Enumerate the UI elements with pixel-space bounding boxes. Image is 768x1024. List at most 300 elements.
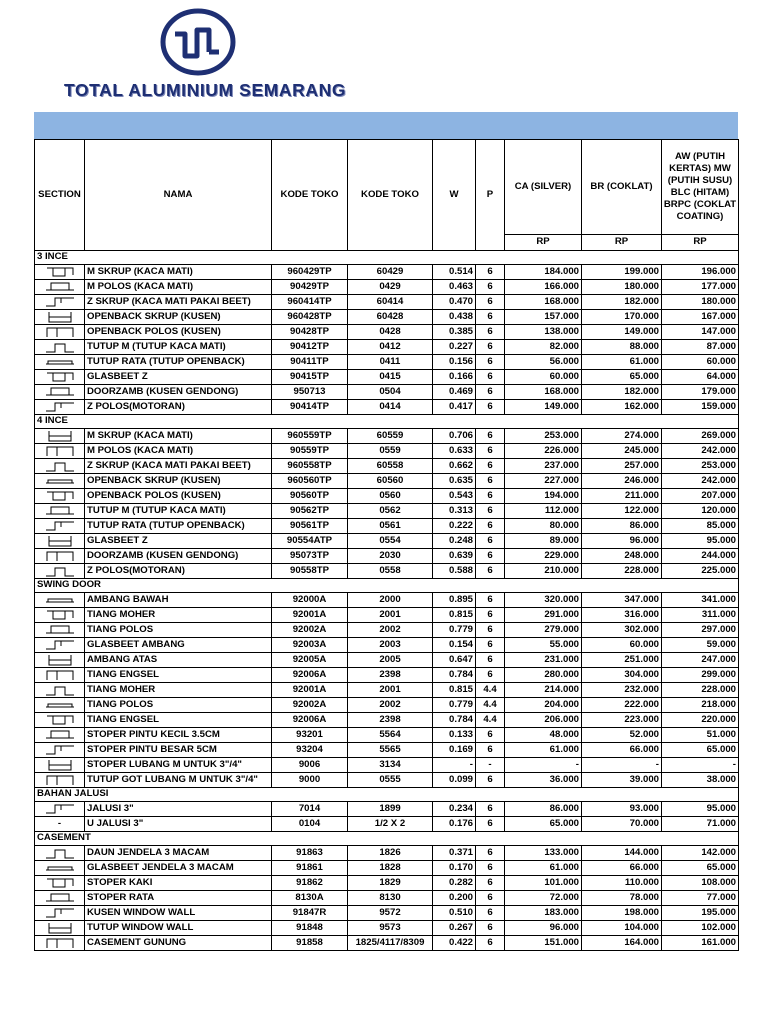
kode-toko-2: 2030 — [348, 549, 433, 564]
item-name: GLASBEET AMBANG — [85, 638, 272, 653]
price-aw: 65.000 — [662, 860, 739, 875]
weight: 0.662 — [433, 459, 476, 474]
profile-icon — [43, 773, 77, 787]
price-br: 96.000 — [582, 534, 662, 549]
section-title: CASEMENT — [35, 831, 739, 845]
price-ca: 204.000 — [505, 698, 582, 713]
length: 6 — [476, 355, 505, 370]
price-br: 61.000 — [582, 355, 662, 370]
price-br: - — [582, 758, 662, 773]
table-row — [35, 698, 739, 713]
profile-icon-cell — [35, 549, 85, 564]
header-kode-toko-2: KODE TOKO — [348, 140, 433, 251]
table-row — [35, 564, 739, 579]
table-row — [35, 817, 739, 832]
price-br: 228.000 — [582, 564, 662, 579]
profile-icon-cell — [35, 265, 85, 280]
kode-toko-1: 92002A — [272, 698, 348, 713]
profile-icon-cell — [35, 429, 85, 444]
kode-toko-1: 90411TP — [272, 355, 348, 370]
profile-icon-cell — [35, 875, 85, 890]
price-aw: 38.000 — [662, 773, 739, 788]
price-br: 257.000 — [582, 459, 662, 474]
item-name: Z POLOS(MOTORAN) — [85, 564, 272, 579]
price-br: 251.000 — [582, 653, 662, 668]
length: 6 — [476, 773, 505, 788]
profile-icon — [43, 698, 77, 712]
table-row — [35, 265, 739, 280]
item-name: STOPER PINTU BESAR 5CM — [85, 743, 272, 758]
price-ca: 60.000 — [505, 370, 582, 385]
item-name: CASEMENT GUNUNG — [85, 935, 272, 950]
kode-toko-2: 0415 — [348, 370, 433, 385]
header-aw: AW (PUTIH KERTAS) MW (PUTIH SUSU) BLC (HITAM) BRPC (COKLAT COATING) — [662, 140, 739, 235]
weight: 0.639 — [433, 549, 476, 564]
length: 6 — [476, 638, 505, 653]
weight: 0.815 — [433, 608, 476, 623]
item-name: TIANG POLOS — [85, 698, 272, 713]
profile-icon-cell — [35, 683, 85, 698]
profile-icon — [43, 489, 77, 503]
kode-toko-2: 0555 — [348, 773, 433, 788]
length: 6 — [476, 817, 505, 832]
price-ca: 168.000 — [505, 295, 582, 310]
table-row — [35, 860, 739, 875]
weight: 0.514 — [433, 265, 476, 280]
kode-toko-2: 0561 — [348, 519, 433, 534]
weight: 0.463 — [433, 280, 476, 295]
section-row — [35, 831, 739, 845]
item-name: OPENBACK POLOS (KUSEN) — [85, 325, 272, 340]
price-br: 347.000 — [582, 593, 662, 608]
price-br: 88.000 — [582, 340, 662, 355]
price-ca: 112.000 — [505, 504, 582, 519]
item-name: AMBANG BAWAH — [85, 593, 272, 608]
item-name: OPENBACK SKRUP (KUSEN) — [85, 310, 272, 325]
profile-icon-cell — [35, 355, 85, 370]
length: 6 — [476, 534, 505, 549]
profile-icon-cell — [35, 534, 85, 549]
profile-icon — [43, 846, 77, 860]
profile-icon-cell — [35, 623, 85, 638]
price-aw: 120.000 — [662, 504, 739, 519]
kode-toko-1: 91847R — [272, 905, 348, 920]
item-name: TUTUP GOT LUBANG M UNTUK 3"/4" — [85, 773, 272, 788]
price-aw: 244.000 — [662, 549, 739, 564]
kode-toko-1: 0104 — [272, 817, 348, 832]
length: 6 — [476, 429, 505, 444]
header-ca: CA (SILVER) — [505, 140, 582, 235]
kode-toko-1: 960428TP — [272, 310, 348, 325]
weight: 0.222 — [433, 519, 476, 534]
profile-icon — [43, 668, 77, 682]
item-name: GLASBEET JENDELA 3 MACAM — [85, 860, 272, 875]
kode-toko-2: 60414 — [348, 295, 433, 310]
length: 6 — [476, 474, 505, 489]
item-name: M POLOS (KACA MATI) — [85, 444, 272, 459]
price-aw: 102.000 — [662, 920, 739, 935]
table-row — [35, 370, 739, 385]
section-title: 4 INCE — [35, 415, 739, 429]
kode-toko-2: 0554 — [348, 534, 433, 549]
profile-icon — [43, 728, 77, 742]
item-name: TUTUP M (TUTUP KACA MATI) — [85, 504, 272, 519]
profile-icon — [43, 340, 77, 354]
weight: 0.635 — [433, 474, 476, 489]
weight: 0.779 — [433, 698, 476, 713]
price-br: 274.000 — [582, 429, 662, 444]
item-name: STOPER PINTU KECIL 3.5CM — [85, 728, 272, 743]
weight: 0.543 — [433, 489, 476, 504]
length: 6 — [476, 325, 505, 340]
kode-toko-2: 1828 — [348, 860, 433, 875]
weight: 0.170 — [433, 860, 476, 875]
price-aw: 161.000 — [662, 935, 739, 950]
price-br: 222.000 — [582, 698, 662, 713]
price-aw: 297.000 — [662, 623, 739, 638]
kode-toko-1: 950713 — [272, 385, 348, 400]
price-aw: 71.000 — [662, 817, 739, 832]
table-row — [35, 549, 739, 564]
section-title: 3 INCE — [35, 251, 739, 265]
length: 6 — [476, 608, 505, 623]
price-br: 65.000 — [582, 370, 662, 385]
price-ca: 36.000 — [505, 773, 582, 788]
price-br: 144.000 — [582, 845, 662, 860]
price-br: 180.000 — [582, 280, 662, 295]
price-aw: 196.000 — [662, 265, 739, 280]
weight: 0.470 — [433, 295, 476, 310]
price-br: 86.000 — [582, 519, 662, 534]
price-ca: 82.000 — [505, 340, 582, 355]
profile-icon-cell — [35, 280, 85, 295]
table-row — [35, 519, 739, 534]
item-name: OPENBACK POLOS (KUSEN) — [85, 489, 272, 504]
kode-toko-2: 2002 — [348, 623, 433, 638]
table-row — [35, 728, 739, 743]
price-aw: 220.000 — [662, 713, 739, 728]
length: 6 — [476, 549, 505, 564]
item-name: STOPER KAKI — [85, 875, 272, 890]
profile-icon — [43, 608, 77, 622]
weight: 0.469 — [433, 385, 476, 400]
price-aw: 269.000 — [662, 429, 739, 444]
item-name: U JALUSI 3" — [85, 817, 272, 832]
profile-icon — [43, 623, 77, 637]
profile-icon — [43, 683, 77, 697]
price-ca: - — [505, 758, 582, 773]
table-row — [35, 638, 739, 653]
price-ca: 206.000 — [505, 713, 582, 728]
table-row — [35, 400, 739, 415]
table-row — [35, 534, 739, 549]
table-row — [35, 743, 739, 758]
kode-toko-1: 90428TP — [272, 325, 348, 340]
price-ca: 151.000 — [505, 935, 582, 950]
price-ca: 96.000 — [505, 920, 582, 935]
kode-toko-2: 2000 — [348, 593, 433, 608]
profile-icon — [43, 474, 77, 488]
kode-toko-2: 0559 — [348, 444, 433, 459]
company-name: TOTAL ALUMINIUM SEMARANG — [64, 80, 347, 100]
profile-icon-cell — [35, 743, 85, 758]
length: 6 — [476, 875, 505, 890]
price-ca: 210.000 — [505, 564, 582, 579]
weight: 0.176 — [433, 817, 476, 832]
kode-toko-2: 9572 — [348, 905, 433, 920]
profile-icon-cell — [35, 698, 85, 713]
price-br: 170.000 — [582, 310, 662, 325]
profile-icon-cell — [35, 773, 85, 788]
price-aw: 247.000 — [662, 653, 739, 668]
price-ca: 166.000 — [505, 280, 582, 295]
weight: 0.156 — [433, 355, 476, 370]
kode-toko-1: 90559TP — [272, 444, 348, 459]
kode-toko-2: 0562 — [348, 504, 433, 519]
weight: 0.166 — [433, 370, 476, 385]
kode-toko-2: 2398 — [348, 713, 433, 728]
profile-icon — [43, 653, 77, 667]
weight: 0.647 — [433, 653, 476, 668]
item-name: Z SKRUP (KACA MATI PAKAI BEET) — [85, 295, 272, 310]
profile-icon — [43, 891, 77, 905]
item-name: JALUSI 3" — [85, 802, 272, 817]
price-ca: 183.000 — [505, 905, 582, 920]
kode-toko-1: 960559TP — [272, 429, 348, 444]
price-ca: 231.000 — [505, 653, 582, 668]
weight: 0.422 — [433, 935, 476, 950]
profile-icon — [43, 743, 77, 757]
length: 6 — [476, 444, 505, 459]
length: 6 — [476, 385, 505, 400]
profile-icon-cell — [35, 444, 85, 459]
profile-icon — [43, 459, 77, 473]
price-ca: 101.000 — [505, 875, 582, 890]
price-br: 104.000 — [582, 920, 662, 935]
kode-toko-2: 0429 — [348, 280, 433, 295]
kode-toko-2: 0560 — [348, 489, 433, 504]
price-aw: 159.000 — [662, 400, 739, 415]
kode-toko-2: 2398 — [348, 668, 433, 683]
kode-toko-1: 8130A — [272, 890, 348, 905]
length: 6 — [476, 593, 505, 608]
price-br: 248.000 — [582, 549, 662, 564]
table-row — [35, 653, 739, 668]
kode-toko-2: 2003 — [348, 638, 433, 653]
kode-toko-2: 5564 — [348, 728, 433, 743]
length: 6 — [476, 504, 505, 519]
profile-icon-cell — [35, 860, 85, 875]
price-aw: 242.000 — [662, 444, 739, 459]
price-br: 199.000 — [582, 265, 662, 280]
price-ca: 55.000 — [505, 638, 582, 653]
kode-toko-1: 92001A — [272, 608, 348, 623]
price-br: 122.000 — [582, 504, 662, 519]
header-banner — [34, 112, 738, 139]
length: 6 — [476, 489, 505, 504]
item-name: TUTUP RATA (TUTUP OPENBACK) — [85, 355, 272, 370]
item-name: Z POLOS(MOTORAN) — [85, 400, 272, 415]
price-aw: 180.000 — [662, 295, 739, 310]
price-table — [34, 139, 739, 951]
profile-icon-cell — [35, 370, 85, 385]
table-row — [35, 802, 739, 817]
kode-toko-1: 90562TP — [272, 504, 348, 519]
table-row — [35, 355, 739, 370]
item-name: TUTUP M (TUTUP KACA MATI) — [85, 340, 272, 355]
price-aw: 142.000 — [662, 845, 739, 860]
header-section: SECTION — [35, 140, 85, 251]
price-ca: 48.000 — [505, 728, 582, 743]
section-title: SWING DOOR — [35, 579, 739, 593]
price-ca: 133.000 — [505, 845, 582, 860]
profile-icon — [43, 906, 77, 920]
price-br: 60.000 — [582, 638, 662, 653]
profile-icon-cell — [35, 385, 85, 400]
profile-icon — [43, 265, 77, 279]
length: 6 — [476, 295, 505, 310]
kode-toko-1: 960558TP — [272, 459, 348, 474]
profile-icon-cell — [35, 504, 85, 519]
profile-icon — [43, 400, 77, 414]
table-row — [35, 593, 739, 608]
kode-toko-2: 60560 — [348, 474, 433, 489]
price-aw: - — [662, 758, 739, 773]
kode-toko-1: 960414TP — [272, 295, 348, 310]
table-row — [35, 385, 739, 400]
length: 6 — [476, 905, 505, 920]
kode-toko-2: 0411 — [348, 355, 433, 370]
table-row — [35, 773, 739, 788]
profile-icon — [43, 385, 77, 399]
profile-icon-cell — [35, 295, 85, 310]
kode-toko-1: 92001A — [272, 683, 348, 698]
weight: - — [433, 758, 476, 773]
length: 6 — [476, 459, 505, 474]
weight: 0.234 — [433, 802, 476, 817]
item-name: TIANG POLOS — [85, 623, 272, 638]
profile-icon — [43, 370, 77, 384]
profile-icon-cell — [35, 802, 85, 817]
profile-icon-cell — [35, 459, 85, 474]
kode-toko-1: 90558TP — [272, 564, 348, 579]
table-row — [35, 668, 739, 683]
kode-toko-1: 7014 — [272, 802, 348, 817]
table-row — [35, 875, 739, 890]
price-ca: 320.000 — [505, 593, 582, 608]
table-row — [35, 340, 739, 355]
kode-toko-1: 9006 — [272, 758, 348, 773]
length: 6 — [476, 743, 505, 758]
price-br: 70.000 — [582, 817, 662, 832]
price-ca: 89.000 — [505, 534, 582, 549]
header-br: BR (COKLAT) — [582, 140, 662, 235]
price-ca: 86.000 — [505, 802, 582, 817]
kode-toko-2: 60429 — [348, 265, 433, 280]
length: 6 — [476, 370, 505, 385]
length: 4.4 — [476, 698, 505, 713]
price-aw: 177.000 — [662, 280, 739, 295]
kode-toko-2: 0558 — [348, 564, 433, 579]
item-name: TIANG ENGSEL — [85, 713, 272, 728]
kode-toko-1: 95073TP — [272, 549, 348, 564]
item-name: DOORZAMB (KUSEN GENDONG) — [85, 549, 272, 564]
profile-icon — [43, 713, 77, 727]
length: 6 — [476, 564, 505, 579]
price-aw: 51.000 — [662, 728, 739, 743]
price-aw: 218.000 — [662, 698, 739, 713]
price-aw: 179.000 — [662, 385, 739, 400]
weight: 0.438 — [433, 310, 476, 325]
profile-icon-cell — [35, 474, 85, 489]
table-row — [35, 295, 739, 310]
kode-toko-1: 92006A — [272, 668, 348, 683]
kode-toko-2: 9573 — [348, 920, 433, 935]
price-aw: 64.000 — [662, 370, 739, 385]
item-name: OPENBACK SKRUP (KUSEN) — [85, 474, 272, 489]
kode-toko-2: 1826 — [348, 845, 433, 860]
section-row — [35, 579, 739, 593]
profile-icon — [43, 802, 77, 816]
kode-toko-1: 91848 — [272, 920, 348, 935]
price-ca: 72.000 — [505, 890, 582, 905]
price-ca: 61.000 — [505, 743, 582, 758]
kode-toko-1: 92000A — [272, 593, 348, 608]
weight: 0.895 — [433, 593, 476, 608]
price-aw: 341.000 — [662, 593, 739, 608]
length: 6 — [476, 935, 505, 950]
price-ca: 65.000 — [505, 817, 582, 832]
weight: 0.282 — [433, 875, 476, 890]
price-ca: 56.000 — [505, 355, 582, 370]
price-br: 316.000 — [582, 608, 662, 623]
price-ca: 214.000 — [505, 683, 582, 698]
weight: 0.154 — [433, 638, 476, 653]
price-br: 182.000 — [582, 295, 662, 310]
item-name: TIANG ENGSEL — [85, 668, 272, 683]
header-nama: NAMA — [85, 140, 272, 251]
weight: 0.706 — [433, 429, 476, 444]
price-br: 164.000 — [582, 935, 662, 950]
profile-icon — [43, 534, 77, 548]
price-aw: 60.000 — [662, 355, 739, 370]
length: 6 — [476, 265, 505, 280]
profile-icon-cell — [35, 310, 85, 325]
weight: 0.385 — [433, 325, 476, 340]
price-ca: 291.000 — [505, 608, 582, 623]
profile-icon — [43, 310, 77, 324]
item-name: TUTUP RATA (TUTUP OPENBACK) — [85, 519, 272, 534]
profile-icon — [43, 325, 77, 339]
length: 6 — [476, 845, 505, 860]
kode-toko-1: 90561TP — [272, 519, 348, 534]
weight: 0.227 — [433, 340, 476, 355]
item-name: TIANG MOHER — [85, 608, 272, 623]
price-aw: 65.000 — [662, 743, 739, 758]
table-row — [35, 683, 739, 698]
weight: 0.784 — [433, 668, 476, 683]
item-name: M POLOS (KACA MATI) — [85, 280, 272, 295]
item-name: GLASBEET Z — [85, 370, 272, 385]
kode-toko-2: 0414 — [348, 400, 433, 415]
header-row — [35, 140, 739, 235]
kode-toko-2: 5565 — [348, 743, 433, 758]
kode-toko-1: 90560TP — [272, 489, 348, 504]
kode-toko-2: 60559 — [348, 429, 433, 444]
length: 6 — [476, 668, 505, 683]
profile-icon-cell — [35, 845, 85, 860]
price-br: 302.000 — [582, 623, 662, 638]
